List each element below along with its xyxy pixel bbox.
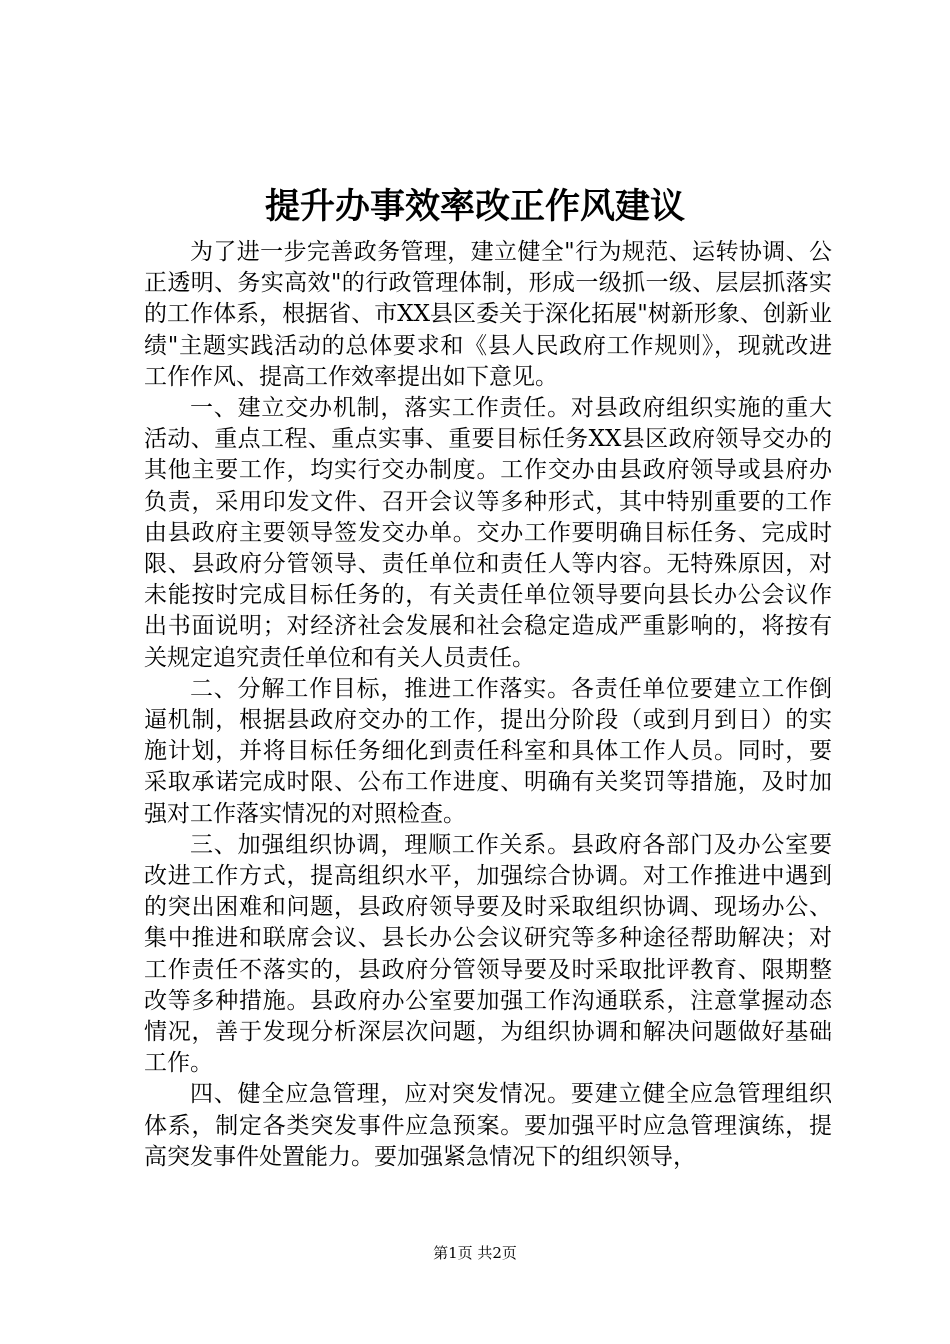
paragraph-section-1: 一、建立交办机制，落实工作责任。对县政府组织实施的重大活动、重点工程、重点实事、重要目标任务XX县区政府领导交办的其他主要工作，均实行交办制度。工作交办由县政府领导或县府办负责，采用印发文件、召开会议等多种形式，其中特别重要的工作由县政府主要领导签发交办单。交办工作要明确目标任务、完成时限、县政府分管领导、责任单位和责任人等内容。无特殊原因，对未能按时完成目标任务的，有关责任单位领导要向县长办公会议作出书面说明；对经济社会发展和社会稳定造成严重影响的，将按有关规定追究责任单位和有关人员责任。	[144, 395, 832, 671]
paragraph-section-3: 三、加强组织协调，理顺工作关系。县政府各部门及办公室要改进工作方式，提高组织水平，加强综合协调。对工作推进中遇到的突出困难和问题，县政府领导要及时采取组织协调、现场办公、集中推进和联席会议、县长办公会议研究等多种途径帮助解决；对工作责任不落实的，县政府分管领导要及时采取批评教育、限期整改等多种措施。县政府办公室要加强工作沟通联系，注意掌握动态情况，善于发现分析深层次问题，为组织协调和解决问题做好基础工作。	[144, 831, 832, 1077]
paragraph-intro: 为了进一步完善政务管理，建立健全"行为规范、运转协调、公正透明、务实高效"的行政管理体制，形成一级抓一级、层层抓落实的工作体系，根据省、市XX县区委关于深化拓展"树新形象、创新业绩"主题实践活动的总体要求和《县人民政府工作规则》，现就改进工作作风、提高工作效率提出如下意见。	[144, 239, 832, 390]
paragraph-section-4: 四、健全应急管理，应对突发情况。要建立健全应急管理组织体系，制定各类突发事件应急预案。要加强平时应急管理演练，提高突发事件处置能力。要加强紧急情况下的组织领导，	[144, 1081, 832, 1170]
document-body	[144, 237, 832, 1173]
document-title: 提升办事效率改正作风建议	[264, 186, 685, 227]
paragraph-section-2: 二、分解工作目标，推进工作落实。各责任单位要建立工作倒逼机制，根据县政府交办的工作，提出分阶段（或到月到日）的实施计划，并将目标任务细化到责任科室和具体工作人员。同时，要采取承诺完成时限、公布工作进度、明确有关奖罚等措施，及时加强对工作落实情况的对照检查。	[144, 675, 832, 827]
page-footer: 第1页 共2页	[433, 1244, 517, 1262]
